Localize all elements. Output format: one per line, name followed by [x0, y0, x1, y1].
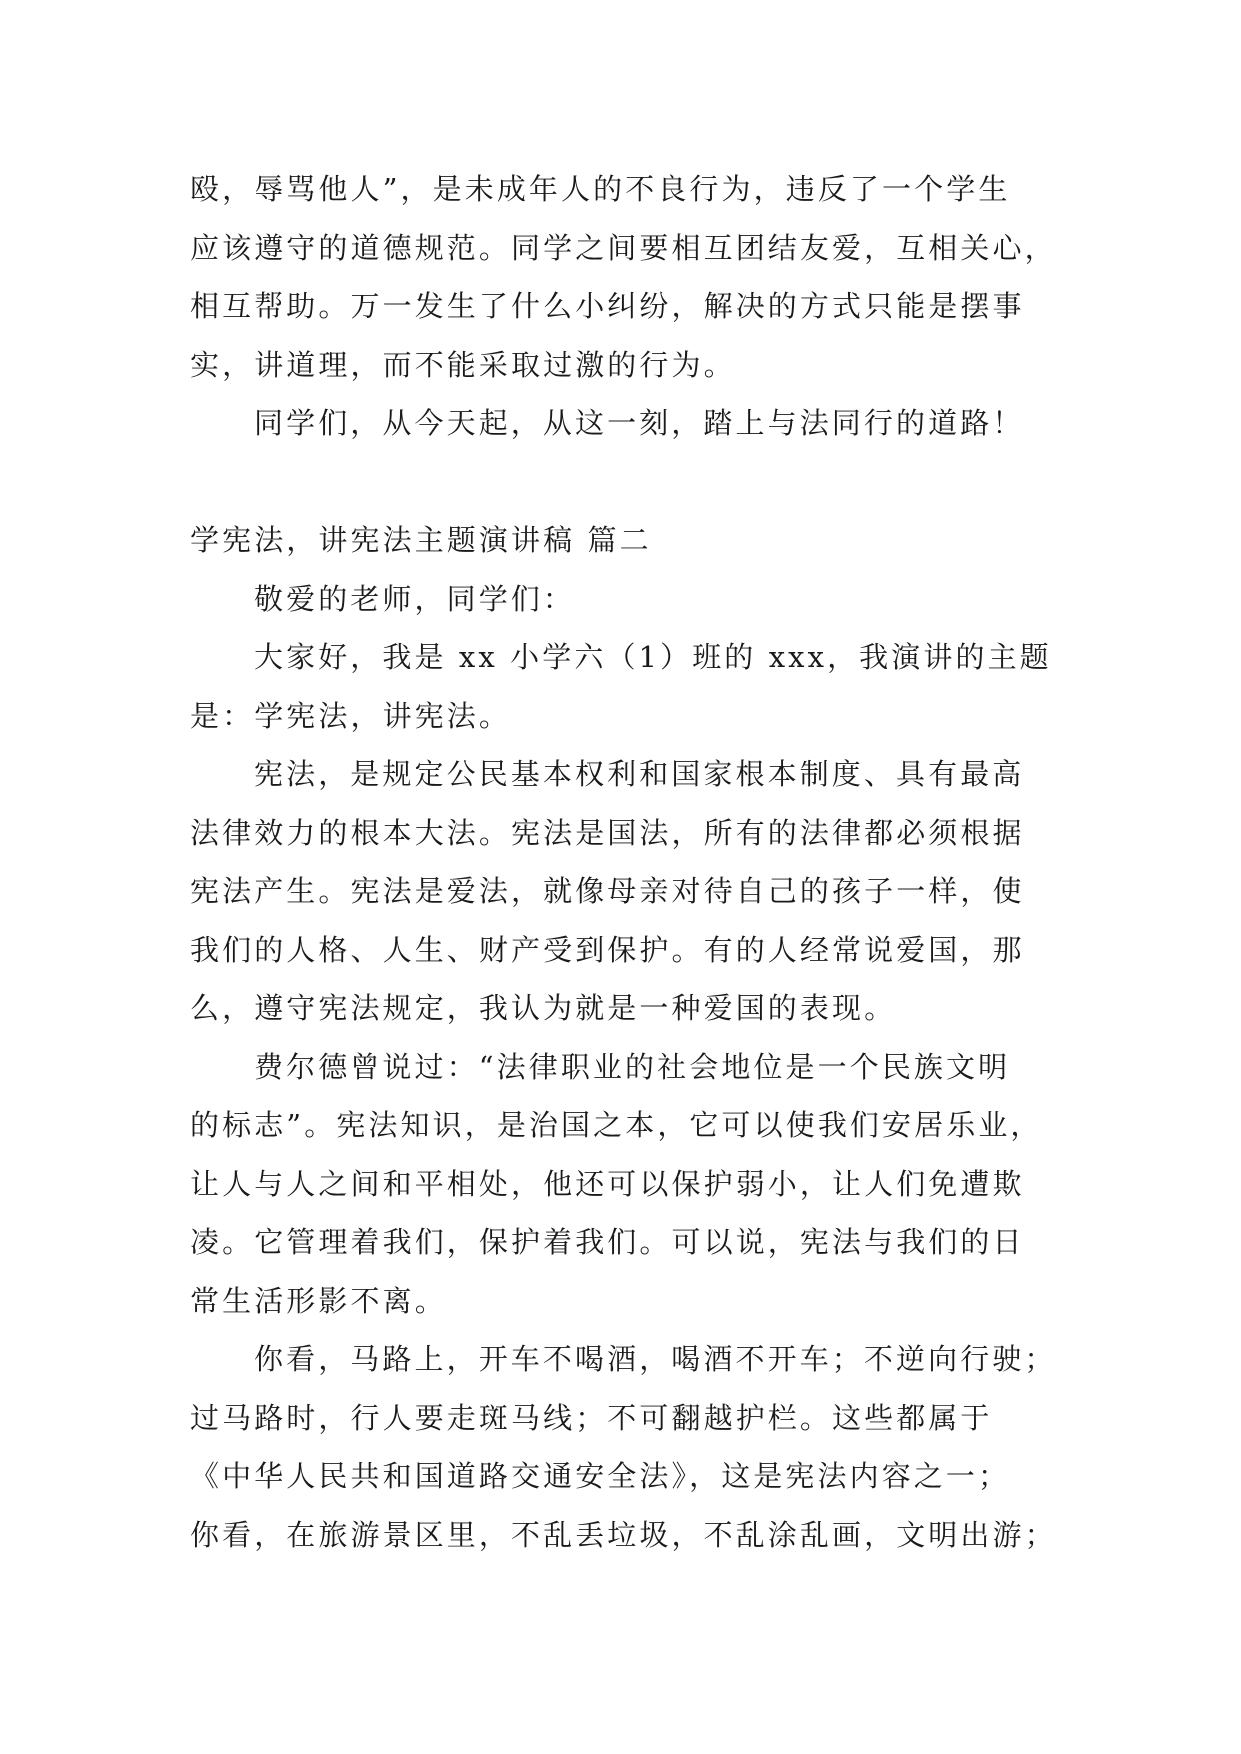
text-line: 是：学宪法，讲宪法。 — [190, 698, 512, 733]
text-line: 费尔德曾说过：“法律职业的社会地位是一个民族文明 — [254, 1049, 1011, 1084]
text-line: 实，讲道理，而不能采取过激的行为。 — [190, 347, 736, 382]
text-line: 你看，马路上，开车不喝酒，喝酒不开车；不逆向行驶； — [254, 1342, 1057, 1376]
text-line: 大家好，我是 xx 小学六（1）班的 xxx，我演讲的主题 — [254, 640, 1052, 674]
text-line: 过马路时，行人要走斑马线；不可翻越护栏。这些都属于 — [190, 1400, 993, 1435]
text-line: 常生活形影不离。 — [190, 1283, 447, 1318]
document-body — [190, 160, 1055, 1564]
text-line: 应该遵守的道德规范。同学之间要相互团结友爱，互相关心， — [190, 230, 1057, 265]
paragraph-gap — [190, 453, 1055, 512]
section-heading: 学宪法，讲宪法主题演讲稿 篇二 — [190, 523, 652, 557]
text-line: 凌。它管理着我们，保护着我们。可以说，宪法与我们的日 — [190, 1225, 1025, 1259]
text-line: 同学们，从今天起，从这一刻，踏上与法同行的道路！ — [254, 406, 1025, 440]
text-line: 么，遵守宪法规定，我认为就是一种爱国的表现。 — [190, 991, 897, 1025]
text-line: 的标志”。宪法知识，是治国之本，它可以使我们安居乐业， — [190, 1108, 1043, 1142]
text-line: 《中华人民共和国道路交通安全法》，这是宪法内容之一； — [190, 1459, 1011, 1493]
text-line: 你看，在旅游景区里，不乱丢垃圾，不乱涂乱画，文明出游； — [190, 1517, 1057, 1552]
text-line: 宪法产生。宪法是爱法，就像母亲对待自己的孩子一样，使 — [190, 874, 1025, 908]
text-line: 我们的人格、人生、财产受到保护。有的人经常说爱国，那 — [190, 932, 1025, 967]
text-line: 宪法，是规定公民基本权利和国家根本制度、具有最高 — [254, 757, 1025, 791]
text-line: 让人与人之间和平相处，他还可以保护弱小，让人们免遭欺 — [190, 1166, 1025, 1201]
salutation: 敬爱的老师，同学们： — [254, 581, 576, 616]
text-line: 法律效力的根本大法。宪法是国法，所有的法律都必须根据 — [190, 815, 1025, 850]
text-line: 相互帮助。万一发生了什么小纠纷，解决的方式只能是摆事 — [190, 289, 1025, 323]
text-line: 殴，辱骂他人”，是未成年人的不良行为，违反了一个学生 — [190, 172, 1011, 206]
